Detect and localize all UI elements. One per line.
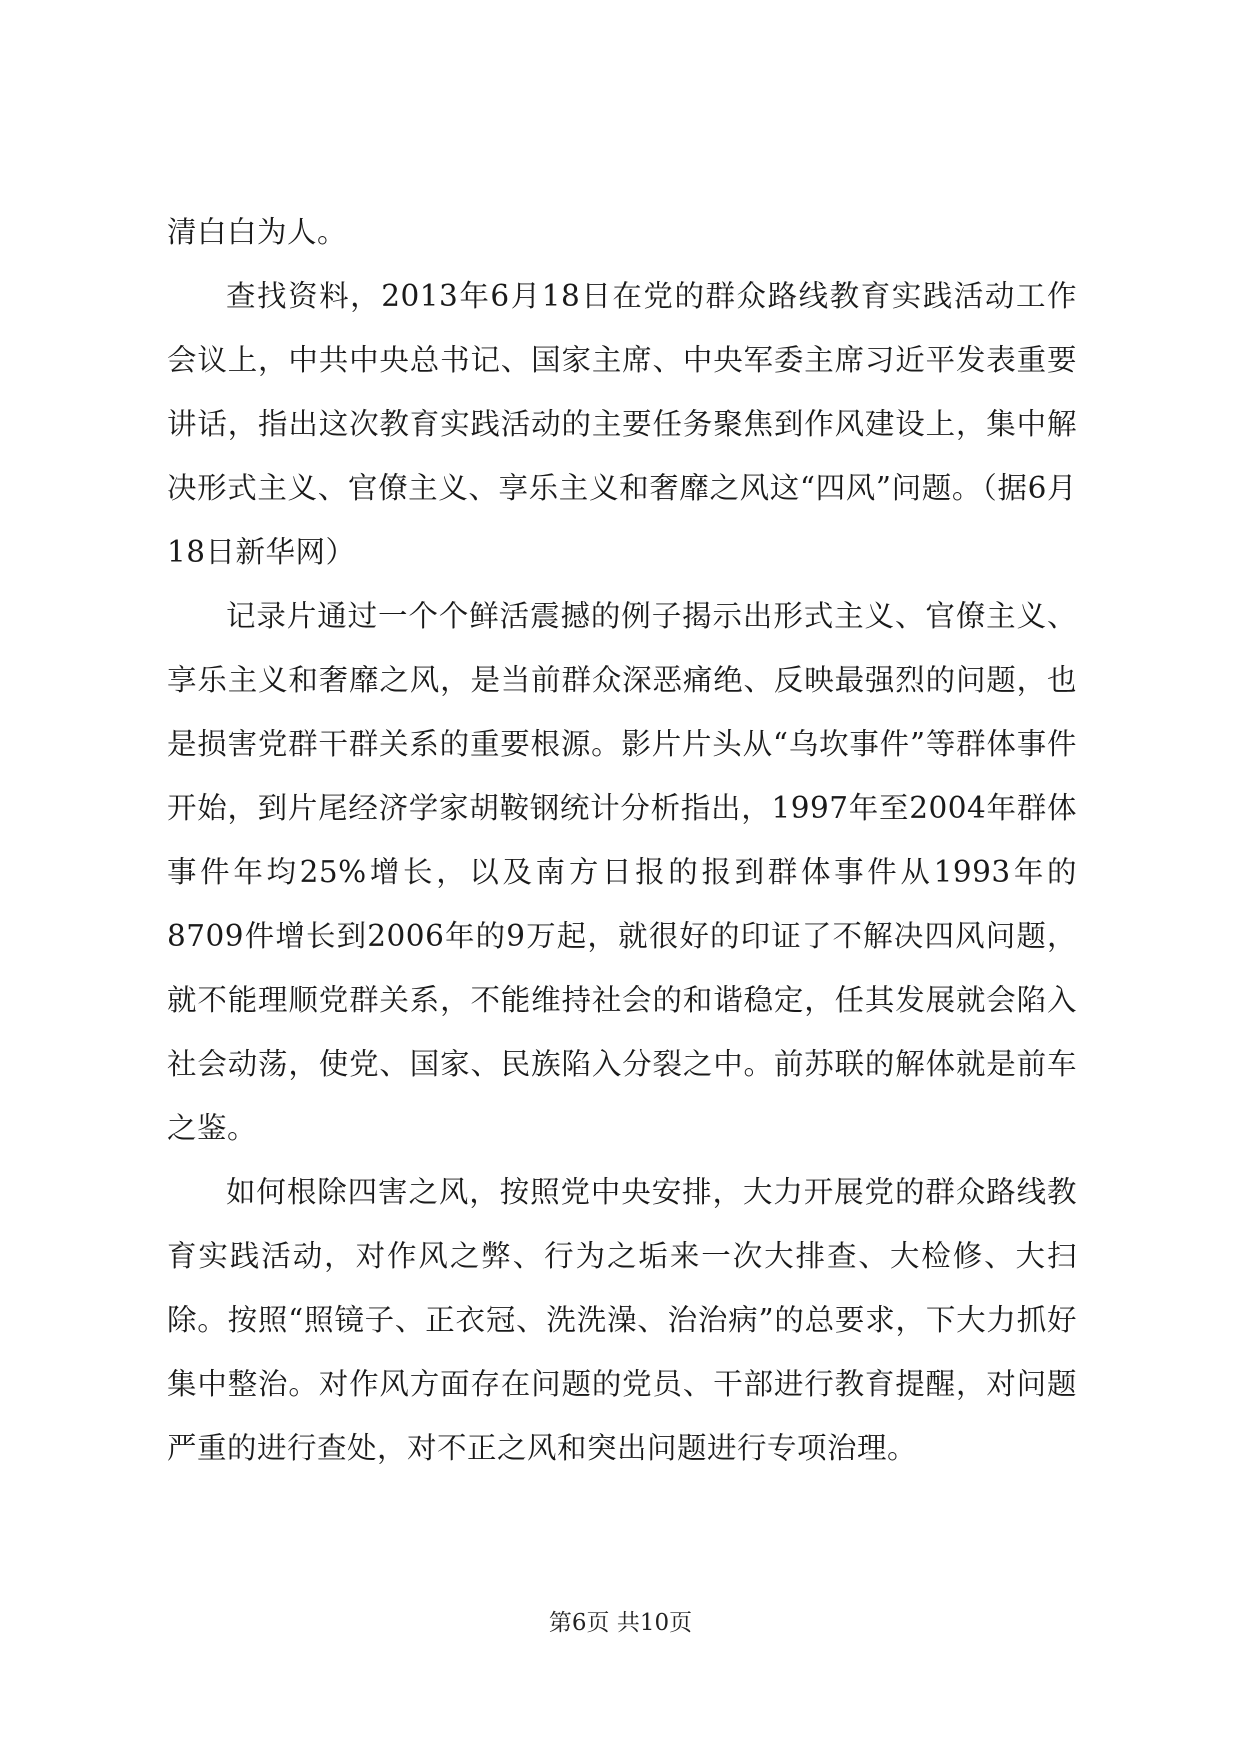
page-number-footer: 第6页 共10页 [548, 1610, 693, 1636]
body-text [167, 200, 1077, 1480]
paragraph-meeting-reference: 查找资料，2013年6月18日在党的群众路线教育实践活动工作会议上，中共中央总书记、国家主席、中央军委主席习近平发表重要讲话，指出这次教育实践活动的主要任务聚焦到作风建设上，集中解决形式主义、官僚主义、享乐主义和奢靡之风这“四风”问题。（据6月18日新华网） [167, 279, 1077, 569]
paragraph-remedy: 如何根除四害之风，按照党中央安排，大力开展党的群众路线教育实践活动，对作风之弊、行为之垢来一次大排查、大检修、大扫除。按照“照镜子、正衣冠、洗洗澡、治治病”的总要求，下大力抓好集中整治。对作风方面存在问题的党员、干部进行教育提醒，对问题严重的进行查处，对不正之风和突出问题进行专项治理。 [167, 1175, 1077, 1465]
paragraph-continuation: 清白白为人。 [167, 215, 348, 249]
paragraph-documentary: 记录片通过一个个鲜活震撼的例子揭示出形式主义、官僚主义、享乐主义和奢靡之风，是当前群众深恶痛绝、反映最强烈的问题，也是损害党群干群关系的重要根源。影片片头从“乌坎事件”等群体事件开始，到片尾经济学家胡鞍钢统计分析指出，1997年至2004年群体事件年均25%增长，以及南方日报的报到群体事件从1993年的8709件增长到2006年的9万起，就很好的印证了不解决四风问题，就不能理顺党群关系，不能维持社会的和谐稳定，任其发展就会陷入社会动荡，使党、国家、民族陷入分裂之中。前苏联的解体就是前车之鉴。 [167, 599, 1077, 1145]
